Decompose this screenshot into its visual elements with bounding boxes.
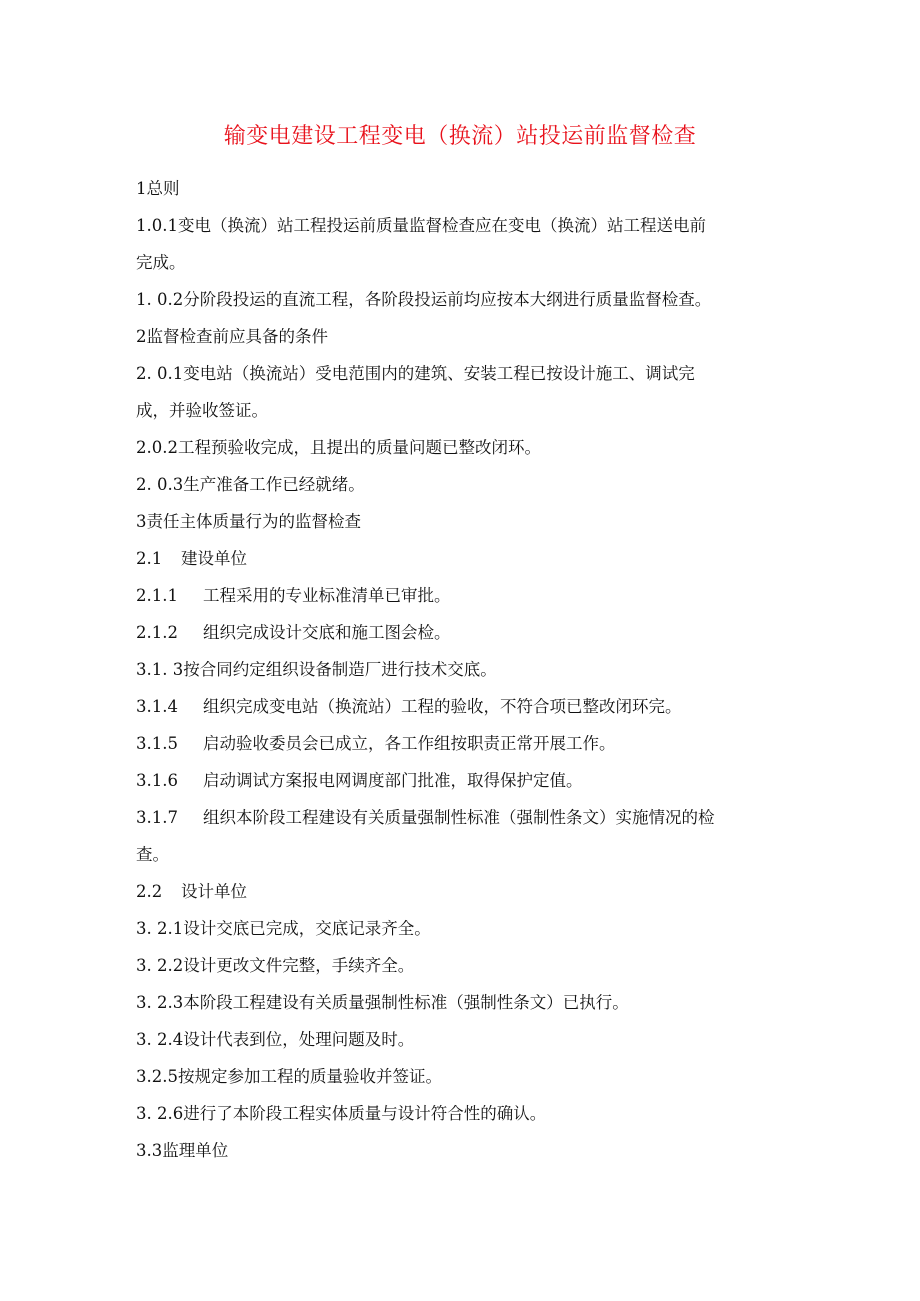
paragraph-line: 2. 0.3生产准备工作已经就绪。 <box>136 475 365 494</box>
clause-text: 组织完成变电站（换流站）工程的验收，不符合项已整改闭环完。 <box>203 697 682 716</box>
paragraph-line: 1.0.1变电（换流）站工程投运前质量监督检查应在变电（换流）站工程送电前 <box>136 216 706 235</box>
clause-number: 2.1.2 <box>136 623 178 642</box>
paragraph-line: 2.0.2工程预验收完成，且提出的质量问题已整改闭环。 <box>136 438 541 457</box>
clause-number: 2.1 <box>136 549 163 568</box>
paragraph-line: 2. 0.1变电站（换流站）受电范围内的建筑、安装工程已按设计施工、调试完 <box>136 364 695 383</box>
document-body <box>136 170 786 1169</box>
subsection-heading: 3.3监理单位 <box>136 1141 229 1160</box>
clause-text: 建设单位 <box>181 549 247 568</box>
subsection-heading <box>136 540 786 577</box>
paragraph-line: 3.1. 3按合同约定组织设备制造厂进行技术交底。 <box>136 660 497 679</box>
clause-number: 3.1.6 <box>136 771 178 790</box>
clause-number: 3.1.5 <box>136 734 178 753</box>
clause-text: 启动调试方案报电网调度部门批准，取得保护定值。 <box>203 771 583 790</box>
clause-text: 工程采用的专业标准清单已审批。 <box>203 586 451 605</box>
paragraph-line: 3.2.5按规定参加工程的质量验收并签证。 <box>136 1067 442 1086</box>
paragraph-line: 3. 2.3本阶段工程建设有关质量强制性标准（强制性条文）已执行。 <box>136 993 629 1012</box>
clause-line <box>136 614 786 651</box>
paragraph-line: 完成。 <box>136 253 186 272</box>
document-title: 输变电建设工程变电（换流）站投运前监督检查 <box>223 124 697 149</box>
clause-text: 启动验收委员会已成立，各工作组按职责正常开展工作。 <box>203 734 616 753</box>
clause-line <box>136 725 786 762</box>
paragraph-line: 3. 2.1设计交底已完成，交底记录齐全。 <box>136 919 431 938</box>
clause-number: 3.1.4 <box>136 697 178 716</box>
paragraph-line: 3. 2.2设计更改文件完整，手续齐全。 <box>136 956 415 975</box>
clause-line <box>136 577 786 614</box>
paragraph-line: 3. 2.4设计代表到位，处理问题及时。 <box>136 1030 415 1049</box>
clause-line <box>136 799 786 836</box>
clause-number: 3.1.7 <box>136 808 178 827</box>
subsection-heading <box>136 873 786 910</box>
clause-line <box>136 762 786 799</box>
clause-line <box>136 688 786 725</box>
section-heading: 3责任主体质量行为的监督检查 <box>136 512 361 531</box>
section-heading: 2监督检查前应具备的条件 <box>136 327 328 346</box>
paragraph-line: 查。 <box>136 845 169 864</box>
paragraph-line: 1. 0.2分阶段投运的直流工程，各阶段投运前均应按本大纲进行质量监督检查。 <box>136 290 712 309</box>
clause-number: 2.1.1 <box>136 586 178 605</box>
paragraph-line: 成，并验收签证。 <box>136 401 268 420</box>
section-heading: 1总则 <box>136 179 180 198</box>
clause-text: 设计单位 <box>181 882 247 901</box>
clause-text: 组织本阶段工程建设有关质量强制性标准（强制性条文）实施情况的检 <box>203 808 715 827</box>
clause-number: 2.2 <box>136 882 163 901</box>
paragraph-line: 3. 2.6进行了本阶段工程实体质量与设计符合性的确认。 <box>136 1104 547 1123</box>
clause-text: 组织完成设计交底和施工图会检。 <box>203 623 451 642</box>
